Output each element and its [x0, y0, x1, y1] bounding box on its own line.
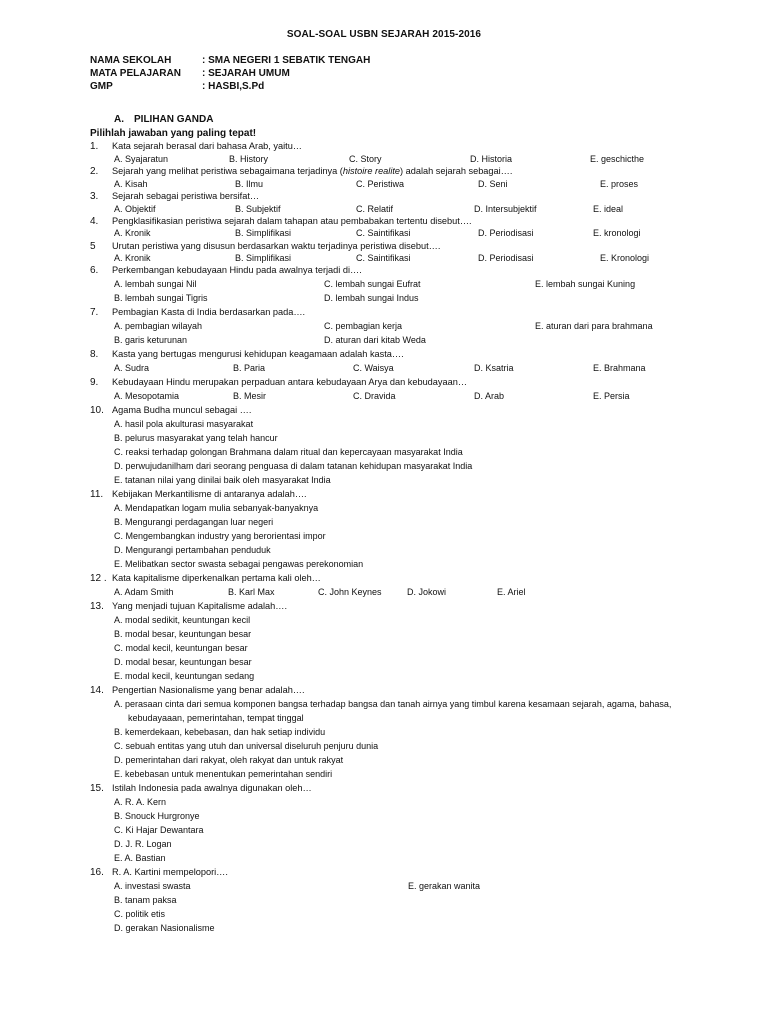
option: B. Mesir: [233, 391, 267, 401]
question-2: 2. Sejarah yang melihat peristiwa sebagaimana terjadinya (histoire realite) adalah sejarah sebagai….: [90, 166, 513, 177]
question-9: 9. Kebudayaan Hindu merupakan perpaduan antara kebudayaan Arya dan kebudayaan…: [90, 377, 468, 388]
option: D. Historia: [470, 154, 513, 164]
option: E. modal kecil, keuntungan sedang: [114, 671, 255, 681]
question-8: 8. Kasta yang bertugas mengurusi kehidupan keagamaan adalah kasta….: [90, 349, 404, 360]
section-title: PILIHAN GANDA: [134, 114, 214, 125]
option: C. John Keynes: [318, 587, 382, 597]
option: C. reaksi terhadap golongan Brahmana dalam ritual dan kepercayaan masyarakat India: [114, 447, 463, 457]
option: E. tatanan nilai yang dinilai baik oleh masyarakat India: [114, 475, 331, 485]
question-text: Istilah Indonesia pada awalnya digunakan oleh…: [112, 783, 312, 793]
option: E. Kronologi: [600, 253, 650, 263]
option: A. lembah sungai Nil: [114, 279, 197, 289]
option: E. geschicthe: [590, 154, 645, 164]
option: C. Saintifikasi: [356, 228, 411, 238]
option: C. sebuah entitas yang utuh dan universal diseluruh penjuru dunia: [114, 741, 379, 751]
option: A. Mendapatkan logam mulia sebanyak-banyaknya: [114, 503, 319, 513]
option: D. Ksatria: [474, 363, 514, 373]
option: A. Kronik: [114, 253, 151, 263]
option: B. garis keturunan: [114, 335, 188, 345]
option: D. Jokowi: [407, 587, 447, 597]
question-text: Yang menjadi tujuan Kapitalisme adalah….: [112, 601, 288, 611]
option: A. Sudra: [114, 363, 150, 373]
option: E. Ariel: [497, 587, 526, 597]
option: A. Syajaratun: [114, 154, 169, 164]
option: A. modal sedikit, keuntungan kecil: [114, 615, 251, 625]
option: D. lembah sungai Indus: [324, 293, 419, 303]
option: D. aturan dari kitab Weda: [324, 335, 426, 345]
subject-value: : SEJARAH UMUM: [202, 68, 290, 79]
question-text: Kebudayaan Hindu merupakan perpaduan antara kebudayaan Arya dan kebudayaan…: [112, 377, 468, 387]
option: D. Mengurangi pertambahan penduduk: [114, 545, 271, 555]
option: C. Story: [349, 154, 382, 164]
option: A. Kisah: [114, 179, 148, 189]
option: C. Peristiwa: [356, 179, 405, 189]
option: A. pembagian wilayah: [114, 321, 203, 331]
question-4: 4. Pengklasifikasian peristiwa sejarah dalam tahapan atau pembabakan tertentu disebut….: [90, 216, 472, 227]
option: E. Persia: [593, 391, 630, 401]
question-text: Pembagian Kasta di India berdasarkan pada….: [112, 307, 306, 317]
question-1: 1. Kata sejarah berasal dari bahasa Arab, yaitu…: [90, 141, 302, 152]
option: D. modal besar, keuntungan besar: [114, 657, 252, 667]
option: A. Mesopotamia: [114, 391, 180, 401]
option: D. perwujudanilham dari seorang penguasa di dalam tatanan kehidupan masyarakat India: [114, 461, 473, 471]
option: D. J. R. Logan: [114, 839, 172, 849]
question-text: Agama Budha muncul sebagai ….: [112, 405, 252, 415]
option-continuation: kebudayaaan, pemerintahan, tempat tinggal: [128, 713, 304, 723]
teacher-value: : HASBI,S.Pd: [202, 81, 265, 92]
instruction: Pilihlah jawaban yang paling tepat!: [90, 128, 257, 139]
header-teacher: [90, 80, 264, 93]
option: E. proses: [600, 179, 639, 189]
option: E. kronologi: [593, 228, 641, 238]
question-text: Perkembangan kebudayaan Hindu pada awalnya terjadi di….: [112, 265, 362, 275]
option: B. Paria: [233, 363, 266, 373]
option: A. Kronik: [114, 228, 151, 238]
option: B. Simplifikasi: [235, 228, 292, 238]
option: C. Dravida: [353, 391, 396, 401]
question-14: 14. Pengertian Nasionalisme yang benar adalah….: [90, 685, 305, 696]
option: D. Periodisasi: [478, 228, 534, 238]
option: B. lembah sungai Tigris: [114, 293, 208, 303]
option: E. gerakan wanita: [408, 881, 481, 891]
option: B. modal besar, keuntungan besar: [114, 629, 252, 639]
option: C. pembagian kerja: [324, 321, 403, 331]
question-7: 7. Pembagian Kasta di India berdasarkan pada….: [90, 307, 306, 318]
option: E. lembah sungai Kuning: [535, 279, 636, 289]
question-text: Kata kapitalisme diperkenalkan pertama kali oleh…: [112, 573, 321, 583]
document-title: SOAL-SOAL USBN SEJARAH 2015-2016: [286, 29, 482, 40]
question-text: Sejarah sebagai peristiwa bersifat…: [112, 191, 260, 201]
option: C. Waisya: [353, 363, 394, 373]
option: C. modal kecil, keuntungan besar: [114, 643, 248, 653]
option: A. R. A. Kern: [114, 797, 167, 807]
question-15: 15. Istilah Indonesia pada awalnya digunakan oleh…: [90, 783, 312, 794]
option: A. investasi swasta: [114, 881, 191, 891]
section-number: A.: [114, 114, 124, 125]
option: E. Brahmana: [593, 363, 646, 373]
school-label: NAMA SEKOLAH: [90, 55, 172, 66]
question-text: Pengklasifikasian peristiwa sejarah dalam tahapan atau pembabakan tertentu disebut….: [112, 216, 472, 226]
option: E. kebebasan untuk menentukan pemerintahan sendiri: [114, 769, 333, 779]
option: B. pelurus masyarakat yang telah hancur: [114, 433, 278, 443]
option: C. Mengembangkan industry yang berorientasi impor: [114, 531, 326, 541]
school-value: : SMA NEGERI 1 SEBATIK TENGAH: [202, 55, 371, 66]
option: C. Saintifikasi: [356, 253, 411, 263]
option: D. Seni: [478, 179, 508, 189]
option: B. Snouck Hurgronye: [114, 811, 200, 821]
question-5: 5 Urutan peristiwa yang disusun berdasarkan waktu terjadinya peristiwa disebut….: [90, 241, 441, 252]
question-13: 13. Yang menjadi tujuan Kapitalisme adalah….: [90, 601, 288, 612]
option: B. kemerdekaan, kebebasan, dan hak setiap individu: [114, 727, 326, 737]
option: C. lembah sungai Eufrat: [324, 279, 421, 289]
option: D. Periodisasi: [478, 253, 534, 263]
question-6: 6. Perkembangan kebudayaan Hindu pada awalnya terjadi di….: [90, 265, 362, 276]
option: A. hasil pola akulturasi masyarakat: [114, 419, 254, 429]
option: A. Objektif: [114, 204, 156, 214]
option: B. Subjektif: [235, 204, 281, 214]
option: A. perasaan cinta dari semua komponen bangsa terhadap bangsa dan tanah airnya yang timbul karena kesamaan sejarah, agama, bahasa,: [114, 699, 672, 709]
option: C. Ki Hajar Dewantara: [114, 825, 204, 835]
question-text: Kebijakan Merkantilisme di antaranya adalah….: [112, 489, 307, 499]
option: E. Melibatkan sector swasta sebagai pengawas perekonomian: [114, 559, 364, 569]
question-text: Sejarah yang melihat peristiwa sebagaimana terjadinya (: [112, 166, 343, 176]
option: D. gerakan Nasionalisme: [114, 923, 215, 933]
option: D. pemerintahan dari rakyat, oleh rakyat dan untuk rakyat: [114, 755, 344, 765]
question-text: Urutan peristiwa yang disusun berdasarkan waktu terjadinya peristiwa disebut….: [112, 241, 441, 251]
option: B. Karl Max: [228, 587, 275, 597]
option: B. History: [229, 154, 269, 164]
question-text: Pengertian Nasionalisme yang benar adalah….: [112, 685, 305, 695]
option: A. Adam Smith: [114, 587, 174, 597]
header-subject: [90, 67, 290, 80]
question-3: 3. Sejarah sebagai peristiwa bersifat…: [90, 191, 260, 202]
option: E. A. Bastian: [114, 853, 166, 863]
option: B. Mengurangi perdagangan luar negeri: [114, 517, 274, 527]
question-text-end: ) adalah sejarah sebagai….: [400, 166, 513, 176]
question-12: 12 . Kata kapitalisme diperkenalkan pertama kali oleh…: [90, 573, 321, 584]
option: E. aturan dari para brahmana: [535, 321, 653, 331]
option: B. tanam paksa: [114, 895, 177, 905]
question-text: R. A. Kartini mempelopori….: [112, 867, 228, 877]
option: E. ideal: [593, 204, 624, 214]
question-11: 11. Kebijakan Merkantilisme di antaranya adalah….: [90, 489, 307, 500]
option: C. Relatif: [356, 204, 394, 214]
section-heading: [114, 114, 213, 125]
option: B. Simplifikasi: [235, 253, 292, 263]
header-school: [90, 54, 370, 67]
option: B. Ilmu: [235, 179, 264, 189]
teacher-label: GMP: [90, 81, 113, 92]
subject-label: MATA PELAJARAN: [90, 68, 181, 79]
question-16: 16. R. A. Kartini mempelopori….: [90, 867, 228, 878]
question-text: Kata sejarah berasal dari bahasa Arab, yaitu…: [112, 141, 302, 151]
question-text: Kasta yang bertugas mengurusi kehidupan keagamaan adalah kasta….: [112, 349, 404, 359]
option: D. Arab: [474, 391, 505, 401]
question-text-italic: histoire realite: [342, 166, 401, 176]
option: D. Intersubjektif: [474, 204, 537, 214]
option: C. politik etis: [114, 909, 166, 919]
question-10: 10. Agama Budha muncul sebagai ….: [90, 405, 252, 416]
